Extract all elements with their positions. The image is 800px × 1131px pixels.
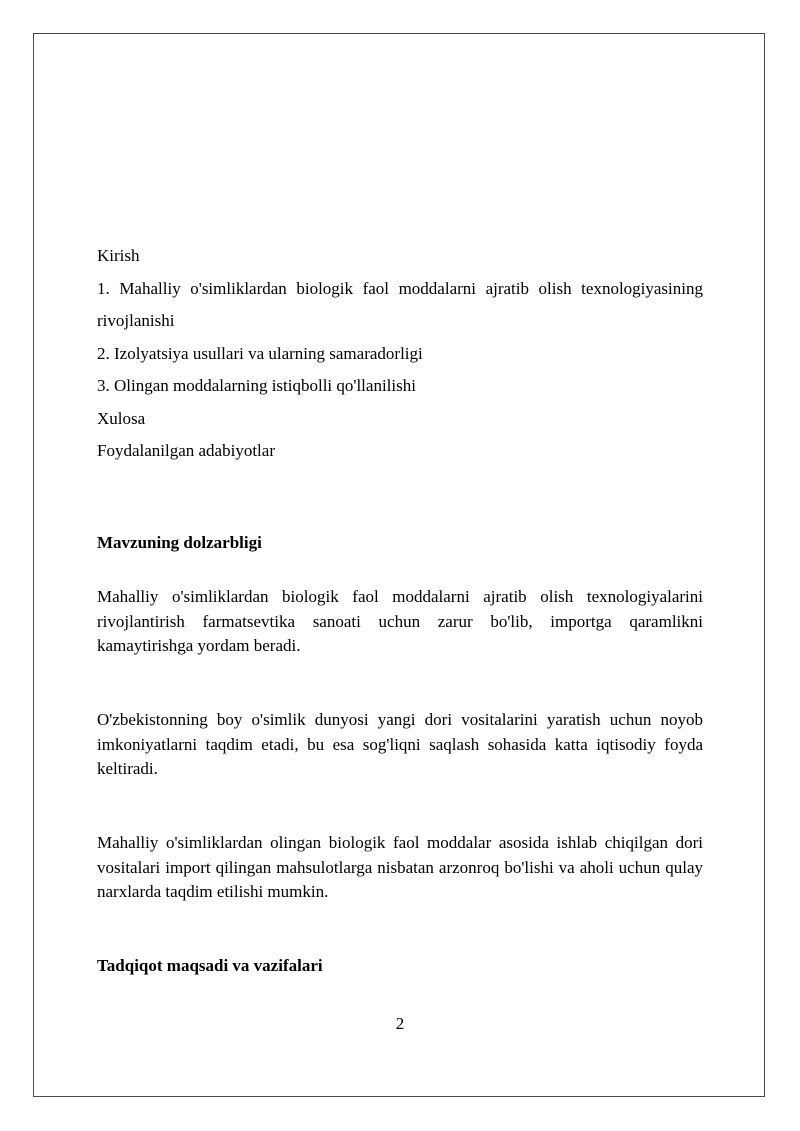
toc-references: Foydalanilgan adabiyotlar	[97, 441, 275, 460]
toc-intro: Kirish	[97, 246, 140, 265]
section-heading-relevance: Mavzuning dolzarbligi	[97, 533, 262, 552]
paragraph-2: O'zbekistonning boy o'simlik dunyosi yangi dori vositalarini yaratish uchun noyob imkoniyatlarni taqdim etadi, bu esa sog'liqni saqlash sohasida katta iqtisodiy foyda keltiradi.	[97, 710, 703, 778]
toc-item-3: 3. Olingan moddalarning istiqbolli qo'llanilishi	[97, 376, 416, 395]
paragraph-3: Mahalliy o'simliklardan olingan biologik faol moddalar asosida ishlab chiqilgan dori vositalari import qilingan mahsulotlarga nisbatan arzonroq bo'lishi va aholi uchun qulay narxlarda taqdim etilishi mumkin.	[97, 833, 703, 901]
paragraph-1: Mahalliy o'simliklardan biologik faol moddalarni ajratib olish texnologiyalarini rivojlantirish farmatsevtika sanoati uchun zarur bo'lib, importga qaramlikni kamaytirishga yordam beradi.	[97, 587, 703, 655]
page-number: 2	[395, 1014, 405, 1033]
toc-item-1: 1. Mahalliy o'simliklardan biologik faol moddalarni ajratib olish texnologiyasining rivojlanishi	[97, 278, 703, 330]
section-heading-goals: Tadqiqot maqsadi va vazifalari	[97, 956, 323, 975]
toc-item-2: 2. Izolyatsiya usullari va ularning samaradorligi	[97, 343, 423, 363]
page-border	[33, 33, 765, 1097]
toc-conclusion: Xulosa	[97, 408, 146, 428]
table-of-contents	[97, 240, 703, 468]
